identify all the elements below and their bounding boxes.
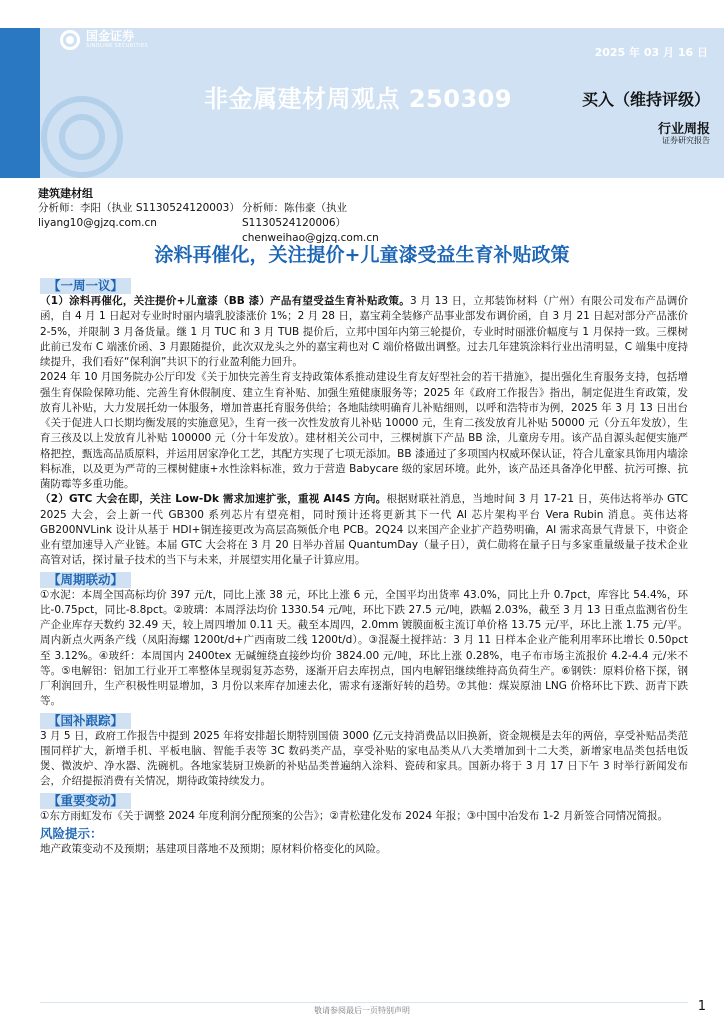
report-type: 行业周报	[657, 122, 710, 137]
paragraph-cycle: ①水泥：本周全国高标均价 397 元/t，同比上涨 38 元，环比上涨 6 元，全国平均出货率 43.0%，同比上升 0.7pct，库容比 54.4%，环比-0.75pct，同比-8.8pct。②玻璃：本周浮法均价 1330.54 元/吨，环比下跌 27.5 元/吨，跌幅 2.03%，截至 3 月 13 日重点监测省份生产企业库存天数约 32.49 天，较上周四增加 0.11 天。截至本周四，2.0mm 镀膜面板主流订单价格 13.75 元/平，环比上涨 1.75 元/平。周内新点火两条产线（凤阳海螺 1200t/d+广西南玻二线 1200t/d）。③混凝土搅拌站：3 月 11 日样本企业产能利用率环比增长 0.50pct 至 3.12%。④玻纤：本周国内 2400tex 无碱缠绕直接纱均价 3824.00 元/吨，环比上涨 0.28%，电子布市场主流报价 4.2-4.4 元/米不等。⑤电解铝：铝加工行业开工率整体呈现弱复苏态势，逐渐开启去库拐点，国内电解铝继续维持高负荷生产。⑥钢铁：原料价格下探，钢厂利润回升，生产积极性明显增加，3 月份以来库存加速去化，需求有逐渐好转的趋势。⑦其他：煤炭原油 LNG 价格环比下跌、沥青下跌等。	[40, 588, 688, 708]
section-heading-changes: 【重要变动】	[40, 793, 131, 809]
paragraph-risk: 地产政策变动不及预期；基建项目落地不及预期；原材料价格变化的风险。	[40, 842, 387, 855]
paragraph-changes: ①东方雨虹发布《关于调整 2024 年度利润分配预案的公告》；②青松建化发布 2024 年报；③中国中冶发布 1-2 月新签合同情况简报。	[40, 809, 669, 822]
rating: 买入（维持评级）	[581, 90, 710, 109]
company-logo	[60, 30, 148, 50]
industry-group: 建筑建材组	[38, 187, 93, 200]
paragraph-gtc	[40, 492, 688, 568]
section-heading-risk: 风险提示：	[40, 825, 103, 841]
section-heading-cycle: 【周期联动】	[40, 572, 131, 588]
author-1-line: 分析师：李阳（执业 S1130524120003）	[38, 202, 240, 214]
logo-circle-icon	[60, 30, 80, 50]
watermark-logo-icon	[40, 95, 124, 179]
paragraph-gtc-lead: （2）GTC 大会在即，关注 Low-Dk 需求加速扩张，重视 AI4S 方向。	[40, 493, 387, 506]
author-2-line: 分析师：陈伟豪（执业 S1130524120006）	[242, 202, 347, 229]
paragraph-birth-subsidy: 2024 年 10 月国务院办公厅印发《关于加快完善生育支持政策体系推动建设生育友好型社会的若干措施》，提出强化生育服务支持，包括增强生育保险保障功能、完善生育休假制度、建立生育补贴、加强生殖健康服务等；2025 年《政府工作报告》指出，制定促进生育政策，发放育儿补贴，大力发展托幼一体服务，增加普惠托育服务供给；各地陆续明确育儿补贴细则，以呼和浩特市为例，2025 年 3 月 13 日出台《关于促进人口长期均衡发展的实施意见》，生育一孩一次性发放育儿补贴 10000 元，生育二孩发放育儿补贴 50000 元（分五年发放），生育三孩及以上发放育儿补贴 100000 元（分十年发放）。建材相关公司中，三棵树旗下产品 BB 涂，儿童房专用。该产品自源头起便实施严格把控，甄选高品质原料，并运用居家净化工艺，其配方实现了七项无添加。BB 漆通过了多项国内权威环保认证，符合儿童家具饰用内墙涂料标准，以及更为严苛的三棵树健康+水性涂料标准，致力于营造 Babycare 级的家居环境。此外，该产品还具备净化甲醛、抗污可擦、抗菌防霉等多重功能。	[40, 371, 688, 490]
report-date: 2025 年 03 月 16 日	[594, 46, 708, 59]
paragraph-coatings	[40, 294, 688, 370]
page-number: 1	[697, 999, 706, 1014]
header-accent-bar	[0, 28, 40, 178]
report-subtitle: 证券研究报告	[662, 136, 710, 145]
author-1-email: liyang10@gjzq.com.cn	[38, 217, 157, 229]
paragraph-coatings-lead: （1）涂料再催化，关注提价+儿童漆（BB 漆）产品有望受益生育补贴政策。	[40, 295, 411, 307]
paragraph-subsidy: 3 月 5 日，政府工作报告中提到 2025 年将安排超长期特别国债 3000 亿元支持消费品以旧换新，资金规模是去年的两倍，享受补贴品类范围同样扩大，新增手机、平板电脑、智能手表等 3C 数码类产品，享受补贴的家电品类从八大类增加到十二大类，新增家电品类包括电饭煲、微波炉、净水器、洗碗机。各地家装厨卫焕新的补贴品类普遍纳入涂料、瓷砖和家具。国新办将于 3 月 17 日下午 3 时举行新闻发布会，介绍提振消费有关情况，期待政策持续发力。	[40, 729, 688, 788]
section-heading-weekly: 【一周一议】	[40, 278, 131, 294]
paragraph-gtc-text: 根据财联社消息，当地时间 3 月 17-21 日，英伟达将举办 GTC 2025 大会，会上新一代 GB300 系列芯片有望亮相，同时预计还将更新其下一代 AI 芯片架构平台 Vera Rubin 消息。英伟达将 GB200NVLink 设计从基于 HDI+铜连接更改为高层高频低介电 PCB。2Q24 以来国产企业扩产趋势明确，AI 需求高景气背景下，中资企业有望加速导入产业链。本届 GTC 大会将在 3 月 20 日举办首届 QuantumDay（量子日），黄仁勋将在量子日与多家重量级量子技术企业高管对话，探讨量子技术的当下与未来，并展望实用化量子计算应用。	[40, 493, 688, 567]
report-header	[0, 0, 724, 180]
author-2-email: chenweihao@gjzq.com.cn	[242, 232, 379, 244]
footer-divider	[40, 1002, 688, 1003]
article-headline: 涂料再催化，关注提价+儿童漆受益生育补贴政策	[154, 244, 570, 266]
report-body	[40, 275, 688, 857]
footer-disclaimer: 敬请参阅最后一页特别声明	[314, 1006, 410, 1015]
report-title: 非金属建材周观点 250309	[204, 85, 513, 113]
paragraph-coatings-text: 3 月 13 日，立邦装饰材料（广州）有限公司发布产品调价函，自 4 月 1 日起对专业时时丽内墙乳胶漆涨价 1%；2 月 28 日，嘉宝莉全装修产品事业部发布调价函，自 3 月 21 日起对部分产品涨价 2-5%，并限制 3 月备货量。继 1 月 TUC 和 3 月 TUB 提价后，立邦中国年内第三轮提价，专业时时丽涨价幅度与 1 月保持一致。三棵树此前已发布 C 端涨价函、3 月跟随提价，此次双龙头之外的嘉宝莉也对 C 端价格做出调整。过去几年建筑涂料行业出清明显，C 端集中度持续提升，我们看好“保利润”共识下的行业盈利能力回升。	[40, 295, 688, 368]
logo-en: SINOLINK SECURITIES	[86, 43, 149, 49]
section-heading-subsidy: 【国补跟踪】	[40, 713, 131, 729]
author-block	[38, 186, 446, 246]
logo-cn: 国金证券	[86, 29, 135, 43]
